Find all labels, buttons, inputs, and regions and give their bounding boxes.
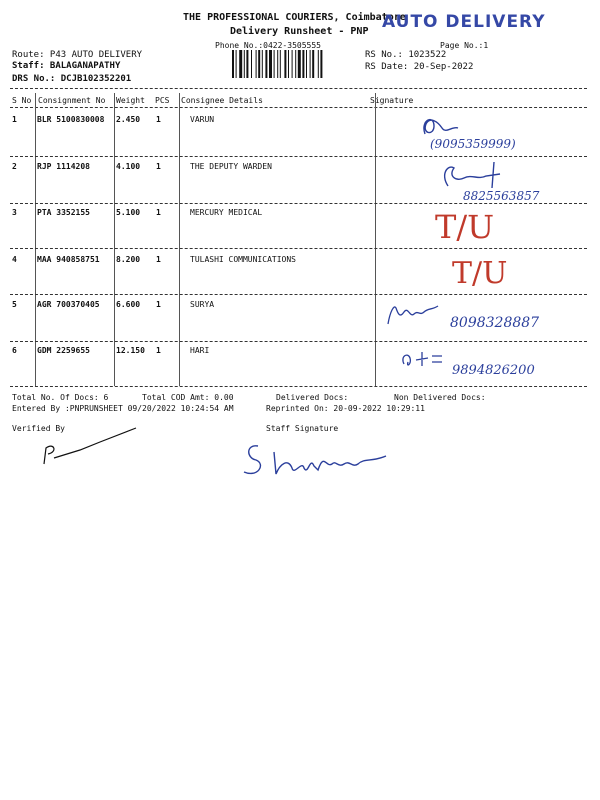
barcode-bar [256,50,257,78]
col-divider [179,93,180,386]
col-header-sno: S No [12,96,32,105]
row-consignee: SURYA [190,300,215,309]
drs-number: DRS No.: DCJB102352201 [12,74,132,84]
barcode-bar [298,50,301,78]
row-weight: 8.200 [116,255,141,264]
row-sno: 3 [12,208,17,217]
barcode-bar [310,50,311,78]
table-header-rule [10,107,587,108]
row-consignee: TULASHI COMMUNICATIONS [190,255,296,264]
row-consignee: THE DEPUTY WARDEN [190,162,272,171]
barcode-bar [244,50,245,78]
staff-signature [240,436,390,486]
barcode-bar [306,50,307,78]
signature-phone: 8825563857 [463,189,540,203]
barcode-bar [262,50,263,78]
table-top-rule [10,88,587,89]
barcode-bar [318,50,319,78]
company-name: THE PROFESSIONAL COURIERS, Coimbatore [183,12,406,23]
row-divider [10,248,587,249]
row-divider [10,341,587,342]
row-divider [10,294,587,295]
row-weight: 4.100 [116,162,141,171]
barcode-bar [232,50,234,78]
row-weight: 12.150 [116,346,145,355]
col-divider [114,93,115,386]
barcode-bar [246,50,248,78]
barcode-bar [236,50,237,78]
verifier-signature [40,424,140,474]
signature-scribble [384,300,444,328]
row-pcs: 1 [156,208,161,217]
route-label: Route: P43 AUTO DELIVERY [12,50,143,60]
signature-phone: 8098328887 [450,315,540,331]
barcode-bar [251,50,252,78]
signature-phone: (9095359999) [430,137,516,151]
row-consignee: MERCURY MEDICAL [190,208,263,217]
row-consignment: AGR 700370405 [37,300,100,309]
signature-tu: T/U [435,208,495,246]
row-pcs: 1 [156,162,161,171]
col-header-consignee: Consignee Details [181,96,263,105]
row-sno: 2 [12,162,17,171]
row-consignment: PTA 3352155 [37,208,90,217]
non-delivered-docs: Non Delivered Docs: [394,393,486,402]
barcode-bar [258,50,260,78]
col-header-weight: Weight [116,96,145,105]
signature-scribble [438,160,508,192]
row-weight: 6.600 [116,300,141,309]
total-cod: Total COD Amt: 0.00 [142,393,234,402]
barcode-bar [280,50,281,78]
row-sno: 6 [12,346,17,355]
barcode-bar [320,50,322,78]
auto-delivery-stamp: AUTO DELIVERY [382,12,546,32]
signature-scribble [398,348,448,372]
staff-label: Staff: BALAGANAPATHY [12,61,121,71]
barcode-bar [288,50,289,78]
signature-phone: 9894826200 [452,363,535,378]
col-divider [35,93,36,386]
col-header-consignment: Consignment No [38,96,106,105]
row-divider [10,156,587,157]
page-number: Page No.:1 [440,41,489,50]
barcode-bar [274,50,275,78]
barcode [232,50,362,78]
col-divider [375,93,376,386]
row-sno: 1 [12,115,17,124]
row-sno: 5 [12,300,17,309]
barcode-bar [239,50,242,78]
col-header-pcs: PCS [155,96,170,105]
row-consignment: RJP 1114208 [37,162,90,171]
reprinted-on: Reprinted On: 20-09-2022 10:29:11 [266,404,425,413]
row-consignment: BLR 5100830008 [37,115,105,124]
phone-number: Phone No.:0422-3505555 [215,41,321,50]
delivered-docs: Delivered Docs: [276,393,349,402]
signature-tu: T/U [452,256,508,291]
row-pcs: 1 [156,115,161,124]
barcode-bar [269,50,272,78]
staff-signature-label: Staff Signature [266,424,339,433]
document-title: Delivery Runsheet - PNP [230,26,369,37]
row-consignment: MAA 940858751 [37,255,100,264]
barcode-bar [302,50,304,78]
table-bottom-rule [10,386,587,387]
verified-by-label: Verified By [12,424,65,433]
row-weight: 2.450 [116,115,141,124]
row-consignee: VARUN [190,115,215,124]
barcode-bar [277,50,278,78]
row-sno: 4 [12,255,17,264]
rs-date: RS Date: 20-Sep-2022 [365,62,474,72]
rs-number: RS No.: 1023522 [365,50,447,60]
row-pcs: 1 [156,300,161,309]
barcode-bar [295,50,296,78]
barcode-bar [265,50,267,78]
row-pcs: 1 [156,255,161,264]
row-pcs: 1 [156,346,161,355]
barcode-bar [292,50,293,78]
barcode-bar [312,50,314,78]
total-docs: Total No. Of Docs: 6 [12,393,109,402]
barcode-bar [284,50,286,78]
col-header-signature: Signature [370,96,414,105]
row-weight: 5.100 [116,208,141,217]
row-consignment: GDM 2259655 [37,346,90,355]
entered-by: Entered By :PNPRUNSHEET 09/20/2022 10:24:54 AM [12,404,234,413]
row-divider [10,203,587,204]
row-consignee: HARI [190,346,210,355]
